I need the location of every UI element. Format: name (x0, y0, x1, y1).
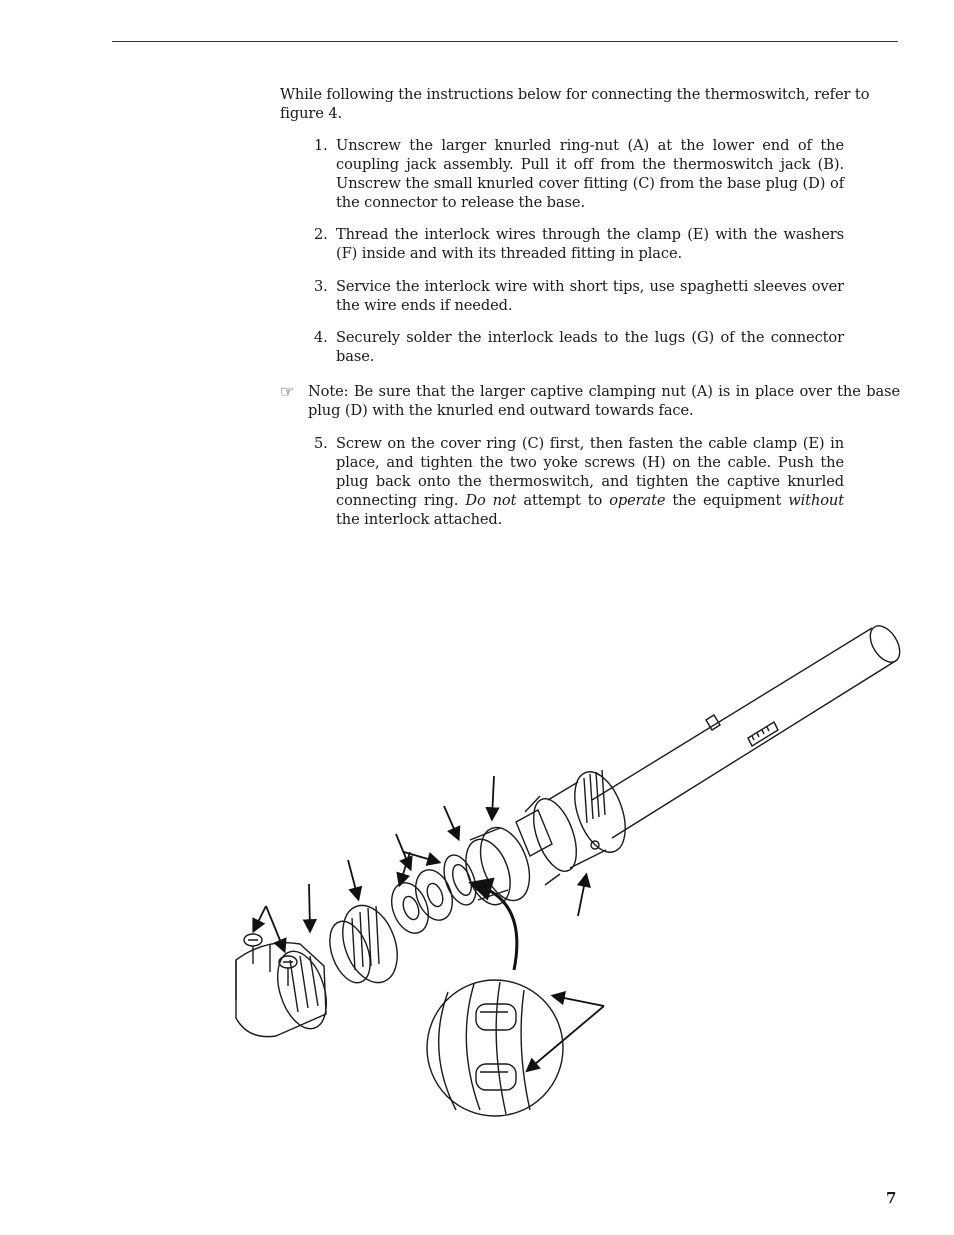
instruction-step-3 (314, 277, 844, 315)
step-text: Unscrew the larger knurled ring-nut (A) at the lower end of the coupling jack assembly. Pull it off from the thermoswitch jack (B). Unscrew the small knurled cover fitting (C) from the base plug (D) of the connector to release the base. (336, 137, 844, 211)
step-text: Service the interlock wire with short tips, use spaghetti sleeves over the wire ends if needed. (336, 278, 844, 314)
step-number: 1. (314, 137, 328, 154)
page-number: 7 (886, 1189, 897, 1207)
header-rule (112, 41, 898, 42)
emphasis-without: without (788, 492, 844, 509)
emphasis-do-not: Do not (465, 492, 517, 509)
cable-clamp-e (236, 934, 335, 1037)
pointing-hand-icon: ☞ (280, 382, 295, 401)
step-number: 4. (314, 329, 328, 346)
instruction-step-4 (314, 328, 844, 366)
note-block (280, 382, 900, 420)
magnified-detail (427, 980, 563, 1116)
step-number: 5. (314, 435, 328, 452)
instruction-step-5 (314, 434, 844, 529)
thermoswitch-tube (592, 621, 906, 838)
step-text: Thread the interlock wires through the clamp (E) with the washers (F) inside and with its threaded fitting in place. (336, 226, 844, 262)
instruction-step-2 (314, 225, 844, 263)
instruction-step-1 (314, 136, 844, 212)
intro-paragraph: While following the instructions below for connecting the thermoswitch, refer to figure 4. (280, 86, 870, 122)
step-text: Securely solder the interlock leads to the lugs (G) of the connector base. (336, 329, 844, 365)
thermoswitch-exploded-diagram (220, 615, 910, 1125)
thermoswitch-jack (516, 765, 635, 885)
step-number: 3. (314, 278, 328, 295)
cover-fitting-c (322, 898, 407, 990)
callout-arrows (254, 776, 604, 1070)
emphasis-operate: operate (609, 492, 666, 509)
washers-f (385, 865, 459, 938)
step-number: 2. (314, 226, 328, 243)
step-text: Screw on the cover ring (C) first, then fasten the cable clamp (E) in place, and tighten the two yoke screws (H) on the cable. Push the plug back onto the thermoswitch, and tighten the captive knurled connecting ring. Do not attempt to operate the equipment without the interlock attached. (336, 435, 844, 528)
note-text: Note: Be sure that the larger captive clamping nut (A) is in place over the base plug (D) with the knurled end outward towards face. (308, 383, 900, 419)
